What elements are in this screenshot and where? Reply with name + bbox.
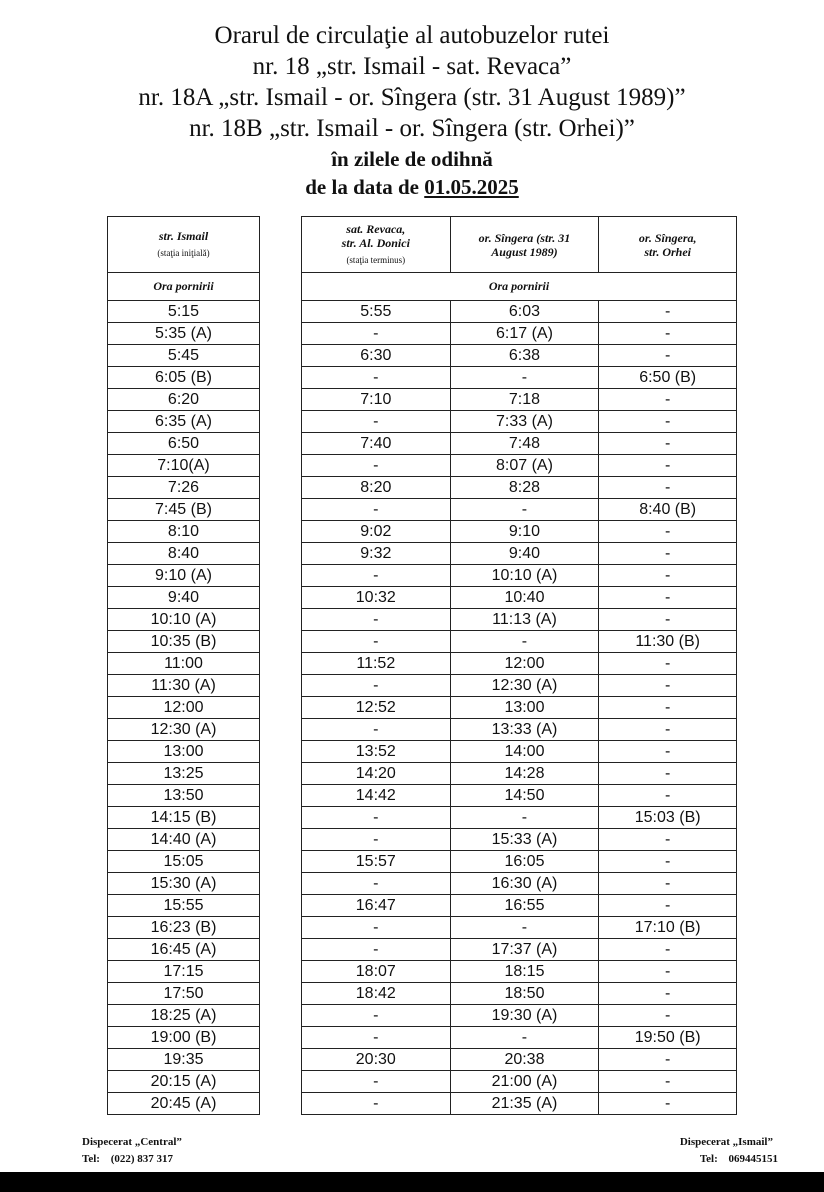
departure-time-cell: - <box>450 499 599 521</box>
table-row <box>108 1005 260 1027</box>
departure-time-cell: 18:25 (A) <box>108 1005 260 1027</box>
departure-time-cell: - <box>302 455 451 477</box>
departure-time-cell: - <box>302 829 451 851</box>
departure-time-cell: 6:38 <box>450 345 599 367</box>
departure-time-cell: 13:25 <box>108 763 260 785</box>
departure-time-cell: 6:20 <box>108 389 260 411</box>
column-header-line1: or. Sîngera (str. 31 <box>478 230 571 245</box>
departure-time-cell: 8:40 <box>108 543 260 565</box>
table-row <box>108 1071 260 1093</box>
departure-time-cell: 16:45 (A) <box>108 939 260 961</box>
departure-time-cell: - <box>302 411 451 433</box>
departure-time-cell: - <box>599 521 737 543</box>
departure-time-cell: 10:40 <box>450 587 599 609</box>
date-prefix: de la data de <box>305 175 419 199</box>
departure-time-cell: - <box>450 631 599 653</box>
departure-time-cell: 16:47 <box>302 895 451 917</box>
table-row <box>108 433 260 455</box>
table-row <box>302 1093 737 1115</box>
phone-label: Tel: <box>699 1153 718 1165</box>
departure-time-cell: - <box>599 1049 737 1071</box>
column-header-line1: sat. Revaca, <box>346 222 406 236</box>
table-row <box>108 961 260 983</box>
table-row <box>108 763 260 785</box>
days-subtitle: în zilele de odihnă <box>331 147 493 171</box>
departure-time-cell: - <box>302 873 451 895</box>
departure-time-cell: - <box>599 961 737 983</box>
departure-time-cell: 12:30 (A) <box>108 719 260 741</box>
departure-time-cell: 9:10 (A) <box>108 565 260 587</box>
departure-time-cell: 18:42 <box>302 983 451 1005</box>
departure-time-cell: 6:05 (B) <box>108 367 260 389</box>
table-row <box>302 543 737 565</box>
departure-time-cell: 6:03 <box>450 301 599 323</box>
departure-time-cell: - <box>599 609 737 631</box>
table-row <box>108 587 260 609</box>
table-row <box>302 983 737 1005</box>
table-row <box>302 961 737 983</box>
table-row <box>108 543 260 565</box>
table-row <box>302 719 737 741</box>
departure-time-cell: - <box>302 917 451 939</box>
table-row <box>302 917 737 939</box>
column-header-singera-orhei <box>599 217 737 273</box>
departure-time-cell: 7:33 (A) <box>450 411 599 433</box>
departure-time-cell: 15:57 <box>302 851 451 873</box>
column-header-singera-31-august <box>450 217 599 273</box>
departure-time-cell: - <box>450 917 599 939</box>
departure-time-cell: 7:18 <box>450 389 599 411</box>
departure-time-cell: 11:30 (A) <box>108 675 260 697</box>
departure-time-cell: 5:15 <box>108 301 260 323</box>
departure-time-cell: 15:03 (B) <box>599 807 737 829</box>
departure-time-cell: 8:20 <box>302 477 451 499</box>
departure-time-cell: - <box>599 543 737 565</box>
table-row <box>108 1027 260 1049</box>
departure-time-cell: 9:10 <box>450 521 599 543</box>
departure-time-cell: - <box>302 1093 451 1115</box>
table-row <box>302 697 737 719</box>
table-row <box>302 1049 737 1071</box>
departure-time-cell: 17:15 <box>108 961 260 983</box>
departure-time-cell: 9:40 <box>108 587 260 609</box>
table-row <box>108 389 260 411</box>
departure-time-cell: 14:00 <box>450 741 599 763</box>
departure-time-cell: 15:55 <box>108 895 260 917</box>
departure-time-cell: - <box>599 895 737 917</box>
table-row <box>302 433 737 455</box>
departure-time-cell: 19:35 <box>108 1049 260 1071</box>
departure-time-cell: 17:10 (B) <box>599 917 737 939</box>
table-row <box>302 785 737 807</box>
departure-time-cell: 6:50 (B) <box>599 367 737 389</box>
departure-time-cell: - <box>599 477 737 499</box>
departure-time-cell: - <box>599 785 737 807</box>
departure-time-cell: 13:50 <box>108 785 260 807</box>
departure-time-cell: - <box>599 455 737 477</box>
column-header-line2: str. Orhei <box>644 244 691 259</box>
departure-time-cell: 12:30 (A) <box>450 675 599 697</box>
departure-time-cell: - <box>599 1005 737 1027</box>
departure-time-cell: - <box>450 1027 599 1049</box>
departure-time-cell: 10:35 (B) <box>108 631 260 653</box>
departure-time-cell: 14:20 <box>302 763 451 785</box>
dispatcher-name: Dispecerat „Ismail” <box>679 1136 773 1148</box>
table-row <box>302 609 737 631</box>
effective-date: 01.05.2025 <box>424 175 519 199</box>
departure-time-cell: 7:48 <box>450 433 599 455</box>
departure-time-cell: - <box>302 675 451 697</box>
departure-time-cell: - <box>599 983 737 1005</box>
dispatcher-phone-line <box>82 1151 182 1168</box>
table-row <box>108 521 260 543</box>
departure-time-cell: - <box>599 741 737 763</box>
departure-time-cell: - <box>302 807 451 829</box>
departure-time-cell: 12:52 <box>302 697 451 719</box>
departure-time-cell: - <box>599 653 737 675</box>
table-row <box>108 829 260 851</box>
departure-time-cell: 7:26 <box>108 477 260 499</box>
departure-time-cell: 12:00 <box>108 697 260 719</box>
table-row <box>302 389 737 411</box>
departure-time-cell: 19:00 (B) <box>108 1027 260 1049</box>
table-row <box>302 675 737 697</box>
table-row <box>302 939 737 961</box>
departure-time-cell: - <box>599 1071 737 1093</box>
column-header-revaca <box>302 217 451 273</box>
table-row <box>108 1049 260 1071</box>
table-row <box>302 411 737 433</box>
departure-time-cell: - <box>599 1093 737 1115</box>
departure-time-cell: 15:05 <box>108 851 260 873</box>
departure-time-cell: - <box>450 807 599 829</box>
column-header-label: str. Ismail <box>158 229 209 243</box>
departure-time-cell: 14:42 <box>302 785 451 807</box>
title-line-4: nr. 18B „str. Ismail - or. Sîngera (str. Orhei)” <box>189 115 635 142</box>
table-row <box>302 895 737 917</box>
departure-time-cell: 5:45 <box>108 345 260 367</box>
departure-time-cell: - <box>599 939 737 961</box>
departure-time-cell: 14:15 (B) <box>108 807 260 829</box>
departure-time-cell: 16:30 (A) <box>450 873 599 895</box>
departure-time-cell: 15:33 (A) <box>450 829 599 851</box>
departure-time-cell: 18:07 <box>302 961 451 983</box>
departure-time-cell: 19:50 (B) <box>599 1027 737 1049</box>
table-row <box>108 983 260 1005</box>
column-header-ismail <box>108 217 260 273</box>
bottom-dark-strip <box>0 1172 824 1192</box>
right-subheader: Ora pornirii <box>302 273 737 301</box>
departure-time-cell: 17:37 (A) <box>450 939 599 961</box>
departure-time-cell: 9:40 <box>450 543 599 565</box>
departure-time-cell: 13:00 <box>450 697 599 719</box>
table-row <box>108 873 260 895</box>
title-line-1: Orarul de circulaţie al autobuzelor rutei <box>214 22 610 49</box>
departure-time-cell: - <box>599 411 737 433</box>
table-row <box>108 895 260 917</box>
table-row <box>108 411 260 433</box>
departure-time-cell: 9:02 <box>302 521 451 543</box>
table-row <box>302 829 737 851</box>
column-header-note: (staţia iniţială) <box>157 248 210 258</box>
table-row <box>108 917 260 939</box>
departure-time-cell: 6:50 <box>108 433 260 455</box>
departure-time-cell: 6:30 <box>302 345 451 367</box>
phone-label: Tel: <box>82 1153 100 1165</box>
departure-time-cell: 11:13 (A) <box>450 609 599 631</box>
departure-time-cell: 6:35 (A) <box>108 411 260 433</box>
departure-time-cell: 18:50 <box>450 983 599 1005</box>
table-row <box>302 477 737 499</box>
departure-time-cell: 16:55 <box>450 895 599 917</box>
departure-time-cell: 8:40 (B) <box>599 499 737 521</box>
table-row <box>108 807 260 829</box>
departure-time-cell: 14:28 <box>450 763 599 785</box>
departure-time-cell: 5:55 <box>302 301 451 323</box>
departure-time-cell: 18:15 <box>450 961 599 983</box>
column-header-line2: August 1989) <box>491 244 558 259</box>
departure-time-cell: 13:52 <box>302 741 451 763</box>
departure-time-cell: - <box>599 587 737 609</box>
departure-time-cell: 10:10 (A) <box>108 609 260 631</box>
departure-time-cell: 11:30 (B) <box>599 631 737 653</box>
table-row <box>108 851 260 873</box>
table-row <box>302 345 737 367</box>
table-row <box>302 587 737 609</box>
departure-time-cell: 8:28 <box>450 477 599 499</box>
table-row <box>302 367 737 389</box>
table-row <box>108 741 260 763</box>
departure-time-cell: - <box>302 719 451 741</box>
table-row <box>108 499 260 521</box>
departure-time-cell: - <box>450 367 599 389</box>
table-row <box>302 631 737 653</box>
departure-time-cell: 20:15 (A) <box>108 1071 260 1093</box>
table-row <box>302 521 737 543</box>
departure-time-cell: 8:07 (A) <box>450 455 599 477</box>
phone-number: (022) 837 317 <box>110 1153 174 1165</box>
table-row <box>108 719 260 741</box>
date-subtitle <box>0 173 824 201</box>
table-row <box>302 741 737 763</box>
table-row <box>302 807 737 829</box>
left-subheader: Ora pornirii <box>108 273 260 301</box>
footer-dispatcher-ismail <box>680 1134 778 1168</box>
table-row <box>108 455 260 477</box>
departure-time-cell: - <box>599 389 737 411</box>
table-row <box>108 367 260 389</box>
departure-time-cell: 13:33 (A) <box>450 719 599 741</box>
table-row <box>108 631 260 653</box>
departure-time-cell: - <box>302 939 451 961</box>
departure-time-cell: - <box>302 367 451 389</box>
departure-time-cell: - <box>302 1027 451 1049</box>
departure-time-cell: - <box>302 1071 451 1093</box>
table-row <box>302 653 737 675</box>
departure-time-cell: 11:00 <box>108 653 260 675</box>
departure-time-cell: - <box>302 499 451 521</box>
departure-time-cell: - <box>599 719 737 741</box>
column-header-note: (staţia terminus) <box>346 255 406 265</box>
departure-time-cell: 7:10(A) <box>108 455 260 477</box>
departure-time-cell: - <box>302 323 451 345</box>
departure-time-cell: - <box>599 565 737 587</box>
phone-number: 069445151 <box>728 1153 778 1165</box>
table-row <box>302 565 737 587</box>
departure-time-cell: 12:00 <box>450 653 599 675</box>
departure-time-cell: 17:50 <box>108 983 260 1005</box>
table-row <box>302 301 737 323</box>
departure-time-cell: 15:30 (A) <box>108 873 260 895</box>
departure-time-cell: - <box>599 323 737 345</box>
departure-time-cell: - <box>599 829 737 851</box>
departure-time-cell: - <box>302 631 451 653</box>
table-row <box>302 1027 737 1049</box>
table-row <box>108 785 260 807</box>
dispatcher-phone-line <box>680 1151 778 1168</box>
departure-time-cell: 14:40 (A) <box>108 829 260 851</box>
footer-dispatcher-central <box>82 1134 182 1168</box>
column-header-line2: str. Al. Donici <box>341 236 410 250</box>
departure-time-cell: 16:05 <box>450 851 599 873</box>
departure-time-cell: 5:35 (A) <box>108 323 260 345</box>
departure-time-cell: 6:17 (A) <box>450 323 599 345</box>
table-row <box>302 323 737 345</box>
departure-time-cell: 7:45 (B) <box>108 499 260 521</box>
departure-time-cell: 7:10 <box>302 389 451 411</box>
departure-time-cell: - <box>599 301 737 323</box>
departure-time-cell: - <box>599 697 737 719</box>
title-line-2: nr. 18 „str. Ismail - sat. Revaca” <box>252 53 572 80</box>
departure-table-ismail <box>107 216 260 1115</box>
departure-time-cell: 7:40 <box>302 433 451 455</box>
departure-time-cell: 16:23 (B) <box>108 917 260 939</box>
table-row <box>108 565 260 587</box>
departure-time-cell: - <box>599 763 737 785</box>
departure-time-cell: 20:30 <box>302 1049 451 1071</box>
departure-time-cell: - <box>599 851 737 873</box>
schedule-title <box>0 20 824 201</box>
departure-time-cell: 8:10 <box>108 521 260 543</box>
column-header-line1: or. Sîngera, <box>638 230 697 245</box>
departure-time-cell: 19:30 (A) <box>450 1005 599 1027</box>
departure-time-cell: 13:00 <box>108 741 260 763</box>
departure-time-cell: - <box>302 565 451 587</box>
departure-time-cell: 9:32 <box>302 543 451 565</box>
departure-table-termini <box>301 216 737 1115</box>
departure-time-cell: 21:35 (A) <box>450 1093 599 1115</box>
table-row <box>108 939 260 961</box>
departure-time-cell: 10:32 <box>302 587 451 609</box>
table-row <box>302 1005 737 1027</box>
table-row <box>302 499 737 521</box>
departure-time-cell: - <box>302 609 451 631</box>
table-row <box>108 675 260 697</box>
table-row <box>302 851 737 873</box>
table-row <box>302 873 737 895</box>
table-row <box>108 323 260 345</box>
title-line-3: nr. 18A „str. Ismail - or. Sîngera (str. 31 August 1989)” <box>138 84 686 111</box>
departure-time-cell: 21:00 (A) <box>450 1071 599 1093</box>
departure-time-cell: - <box>599 675 737 697</box>
departure-time-cell: 11:52 <box>302 653 451 675</box>
table-row <box>302 1071 737 1093</box>
table-row <box>108 697 260 719</box>
table-row <box>302 455 737 477</box>
table-row <box>108 301 260 323</box>
departure-time-cell: 20:38 <box>450 1049 599 1071</box>
table-row <box>108 609 260 631</box>
departure-time-cell: 14:50 <box>450 785 599 807</box>
departure-time-cell: - <box>599 433 737 455</box>
table-row <box>108 653 260 675</box>
departure-time-cell: - <box>302 1005 451 1027</box>
departure-time-cell: 10:10 (A) <box>450 565 599 587</box>
dispatcher-name: Dispecerat „Central” <box>82 1136 182 1148</box>
table-row <box>108 345 260 367</box>
table-row <box>108 477 260 499</box>
departure-time-cell: 20:45 (A) <box>108 1093 260 1115</box>
table-row <box>302 763 737 785</box>
departure-time-cell: - <box>599 873 737 895</box>
departure-time-cell: - <box>599 345 737 367</box>
table-row <box>108 1093 260 1115</box>
